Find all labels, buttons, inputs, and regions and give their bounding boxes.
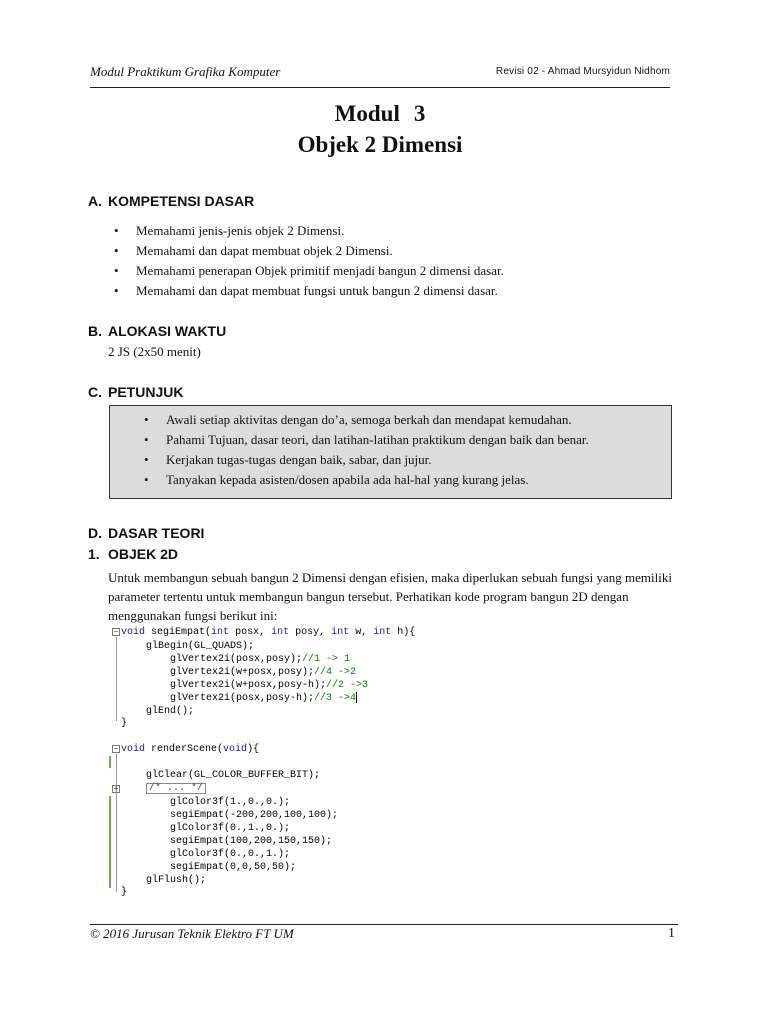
code-line: glVertex2i(posx,posy);//1 -> 1 — [170, 654, 351, 665]
footer-divider — [90, 924, 678, 925]
list-item: • Memahami dan dapat membuat fungsi untuk bangun 2 dimensi dasar. — [108, 281, 504, 301]
fold-toggle-icon[interactable]: + — [113, 784, 119, 793]
code-line: glEnd(); — [146, 706, 195, 717]
list-item: • Kerjakan tugas-tugas dengan baik, sabar, dan jujur. — [138, 450, 589, 470]
code-line: glBegin(GL_QUADS); — [146, 641, 255, 652]
code-line: segiEmpat(0,0,50,50); — [170, 862, 297, 873]
petunjuk-list — [138, 410, 589, 490]
module-title — [90, 98, 670, 129]
code-snippet — [108, 624, 416, 900]
header-revision: Revisi 02 - Ahmad Mursyidun Nidhom — [495, 66, 670, 77]
code-line: glColor3f(0.,1.,0.); — [170, 823, 291, 834]
code-line: segiEmpat(100,200,150,150); — [170, 836, 333, 847]
list-item: • Awali setiap aktivitas dengan do’a, semoga berkah dan mendapat kemudahan. — [138, 410, 589, 430]
folded-comment[interactable]: /* ... */ — [146, 783, 206, 794]
module-number: 3 — [413, 101, 426, 126]
code-line: void renderScene(void){ — [121, 744, 260, 755]
section-c-title: PETUNJUK — [108, 384, 184, 400]
petunjuk-box — [109, 405, 672, 499]
subsection-heading — [88, 546, 178, 562]
footer-copyright: © 2016 Jurusan Teknik Elektro FT UM — [90, 926, 294, 941]
text-caret — [356, 692, 357, 703]
code-line: glColor3f(1.,0.,0.); — [170, 797, 291, 808]
page-number: 1 — [668, 926, 675, 941]
section-a-title: KOMPETENSI DASAR — [108, 193, 255, 209]
list-item: • Memahami dan dapat membuat objek 2 Dimensi. — [108, 241, 504, 261]
code-line: } — [121, 887, 128, 898]
section-b-letter: B. — [88, 323, 102, 339]
dasar-teori-paragraph: Untuk membangun sebuah bangun 2 Dimensi dengan efisien, maka diperlukan sebuah fungsi yang memiliki parameter tertentu untuk membangun bangun tersebut. Perhatikan kode program bangun 2D dengan menggunakan fungsi berikut ini: — [108, 570, 672, 623]
code-line: glVertex2i(w+posx,posy-h);//2 ->3 — [170, 680, 369, 691]
list-item: • Pahami Tujuan, dasar teori, dan latihan-latihan praktikum dengan baik dan benar. — [138, 430, 589, 450]
fold-guide — [116, 754, 117, 892]
code-line: glColor3f(0.,0.,1.); — [170, 849, 291, 860]
module-subtitle: Objek 2 Dimensi — [297, 132, 463, 157]
code-line: glVertex2i(posx,posy-h);//3 ->4 — [170, 693, 357, 705]
fold-toggle-icon[interactable]: − — [113, 744, 119, 753]
section-c-heading — [88, 384, 183, 400]
subsection-title: OBJEK 2D — [108, 546, 179, 562]
change-marker — [109, 756, 111, 768]
change-marker — [109, 796, 111, 888]
section-b-title: ALOKASI WAKTU — [108, 323, 227, 339]
code-line: segiEmpat(-200,200,100,100); — [170, 810, 339, 821]
code-line: glFlush(); — [146, 875, 207, 886]
section-c-letter: C. — [88, 384, 102, 400]
module-word: Modul — [334, 101, 400, 126]
code-line: glVertex2i(w+posx,posy);//4 ->2 — [170, 667, 357, 678]
alokasi-text: 2 JS (2x50 menit) — [108, 344, 201, 359]
section-a-letter: A. — [88, 193, 102, 209]
section-d-letter: D. — [88, 525, 102, 541]
fold-toggle-icon[interactable]: − — [113, 627, 119, 636]
fold-guide — [116, 637, 117, 721]
code-line: } — [121, 718, 128, 729]
section-a-heading — [88, 193, 254, 209]
section-d-title: DASAR TEORI — [108, 525, 205, 541]
section-d-heading — [88, 525, 204, 541]
code-line: glClear(GL_COLOR_BUFFER_BIT); — [146, 770, 321, 781]
subsection-number: 1. — [88, 546, 100, 562]
page-header — [90, 64, 670, 88]
header-module-name: Modul Praktikum Grafika Komputer — [90, 64, 281, 79]
list-item: • Tanyakan kepada asisten/dosen apabila ada hal-hal yang kurang jelas. — [138, 470, 589, 490]
list-item: • Memahami penerapan Objek primitif menjadi bangun 2 dimensi dasar. — [108, 261, 504, 281]
code-line: void segiEmpat(int posx, int posy, int w, int h){ — [121, 627, 416, 638]
code-line — [146, 782, 206, 795]
section-b-heading — [88, 323, 226, 339]
title-block — [90, 98, 670, 160]
list-item: • Memahami jenis-jenis objek 2 Dimensi. — [108, 221, 504, 241]
kompetensi-list — [108, 221, 504, 301]
